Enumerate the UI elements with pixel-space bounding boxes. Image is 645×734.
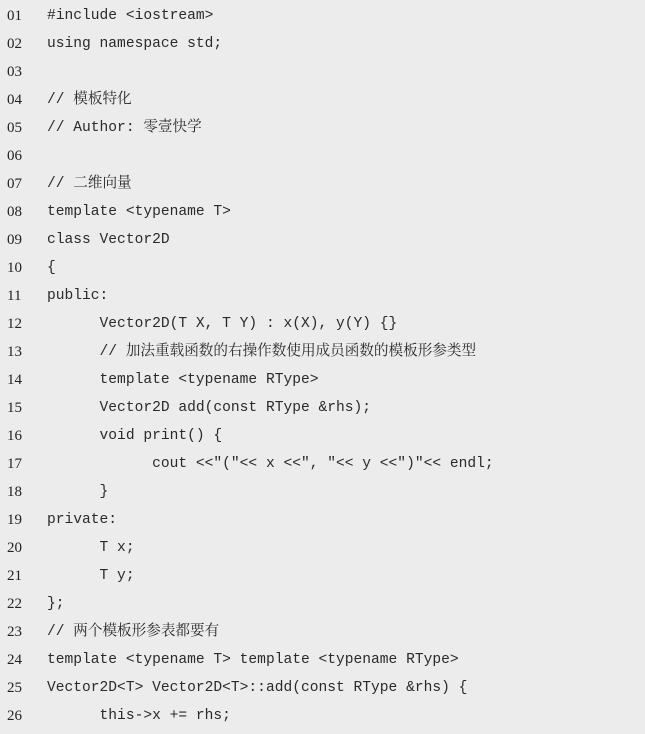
line-code: // 二维向量 xyxy=(47,176,132,192)
line-code: #include <iostream> xyxy=(47,8,214,24)
code-line xyxy=(0,142,645,170)
line-number: 12 xyxy=(7,316,22,332)
line-code: // 模板特化 xyxy=(47,92,132,108)
code-line xyxy=(0,226,645,254)
line-number: 19 xyxy=(7,512,22,528)
line-number: 01 xyxy=(7,8,22,24)
line-number: 18 xyxy=(7,484,22,500)
line-number: 21 xyxy=(7,568,22,584)
line-number: 09 xyxy=(7,232,22,248)
line-code: Vector2D<T> Vector2D<T>::add(const RType &rhs) { xyxy=(47,680,468,696)
line-code: void print() { xyxy=(47,428,223,444)
line-number: 08 xyxy=(7,204,22,220)
line-number: 24 xyxy=(7,652,22,668)
line-number: 04 xyxy=(7,92,22,108)
code-line xyxy=(0,2,645,30)
line-code: T y; xyxy=(47,568,135,584)
line-code: template <typename T> template <typename RType> xyxy=(47,652,459,668)
code-line xyxy=(0,114,645,142)
code-line xyxy=(0,86,645,114)
line-code: template <typename RType> xyxy=(47,372,319,388)
code-line xyxy=(0,422,645,450)
line-code: } xyxy=(47,484,109,500)
line-number: 26 xyxy=(7,708,22,724)
line-number: 03 xyxy=(7,64,22,80)
line-code: { xyxy=(47,260,56,276)
line-number: 20 xyxy=(7,540,22,556)
line-code: public: xyxy=(47,288,109,304)
code-line xyxy=(0,254,645,282)
line-number: 25 xyxy=(7,680,22,696)
line-number: 02 xyxy=(7,36,22,52)
code-line xyxy=(0,646,645,674)
code-line xyxy=(0,198,645,226)
code-line xyxy=(0,478,645,506)
line-code: Vector2D(T X, T Y) : x(X), y(Y) {} xyxy=(47,316,398,332)
code-line xyxy=(0,30,645,58)
line-code: this->x += rhs; xyxy=(47,708,231,724)
code-line xyxy=(0,702,645,730)
line-code: private: xyxy=(47,512,118,528)
code-line xyxy=(0,618,645,646)
code-line xyxy=(0,282,645,310)
line-number: 14 xyxy=(7,372,22,388)
line-code: T x; xyxy=(47,540,135,556)
line-number: 16 xyxy=(7,428,22,444)
code-line xyxy=(0,674,645,702)
code-line xyxy=(0,310,645,338)
line-number: 11 xyxy=(7,288,22,304)
code-line xyxy=(0,170,645,198)
line-number: 05 xyxy=(7,120,22,136)
line-number: 10 xyxy=(7,260,22,276)
code-line xyxy=(0,506,645,534)
line-number: 17 xyxy=(7,456,22,472)
line-code: cout <<"("<< x <<", "<< y <<")"<< endl; xyxy=(47,456,494,472)
line-code: using namespace std; xyxy=(47,36,223,52)
code-line xyxy=(0,534,645,562)
code-line xyxy=(0,450,645,478)
line-code: Vector2D add(const RType &rhs); xyxy=(47,400,372,416)
line-number: 06 xyxy=(7,148,22,164)
line-number: 22 xyxy=(7,596,22,612)
code-line xyxy=(0,394,645,422)
line-code: // Author: 零壹快学 xyxy=(47,120,202,136)
code-line xyxy=(0,366,645,394)
line-number: 13 xyxy=(7,344,22,360)
line-number: 23 xyxy=(7,624,22,640)
code-line xyxy=(0,562,645,590)
code-line xyxy=(0,590,645,618)
line-code: // 加法重载函数的右操作数使用成员函数的模板形参类型 xyxy=(47,344,477,360)
line-number: 07 xyxy=(7,176,22,192)
code-line xyxy=(0,58,645,86)
code-line xyxy=(0,338,645,366)
line-code: // 两个模板形参表都要有 xyxy=(47,624,220,640)
line-code: template <typename T> xyxy=(47,204,231,220)
line-number: 15 xyxy=(7,400,22,416)
line-code: class Vector2D xyxy=(47,232,170,248)
line-code: }; xyxy=(47,596,65,612)
